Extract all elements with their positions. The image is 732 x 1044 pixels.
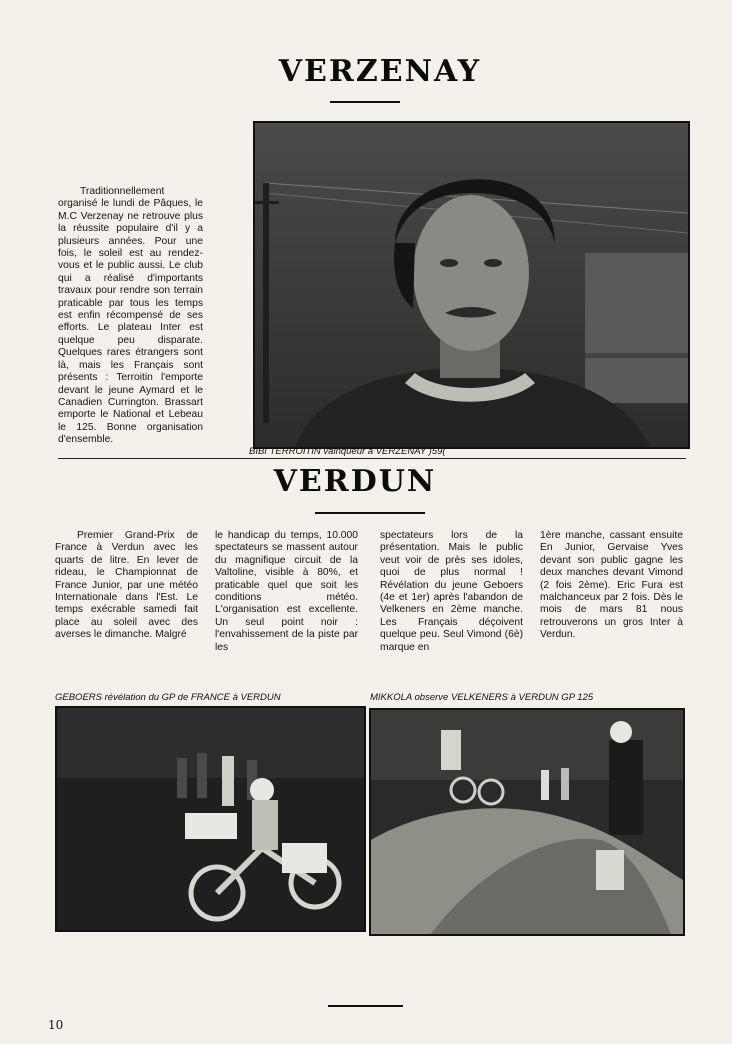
motocross-rider-illustration — [57, 708, 364, 930]
verdun-column-2 — [215, 530, 358, 654]
page-number: 10 — [48, 1018, 64, 1032]
verdun-photo-left-caption: GEBOERS révélation du GP de FRANCE à VERDUN — [55, 692, 281, 703]
verzenay-intro-text — [58, 186, 203, 447]
verdun-column-1 — [55, 530, 198, 642]
verzenay-photo-caption: BIBI TERROITIN vainqueur à VERZENAY )59( — [249, 446, 446, 457]
motocross-jump-illustration — [371, 710, 683, 934]
title-underline — [330, 101, 400, 103]
verdun-column-4 — [540, 530, 683, 642]
section-divider — [58, 458, 686, 459]
verzenay-photo — [253, 121, 690, 449]
section-title-verzenay: VERZENAY — [278, 54, 482, 89]
footer-rule — [328, 1005, 403, 1007]
column-text: Premier Grand-Prix de France à Verdun avec les quarts de litre. En lever de rideau, le Championnat de France Junior, par une météo Internationale dans l'Est. Le temps exécrable samedi fait place au soleil avec des averses le dimanche. Malgré — [55, 530, 198, 641]
section-title-verdun: VERDUN — [273, 464, 437, 499]
verdun-photo-right — [369, 708, 685, 936]
verdun-photo-left — [55, 706, 366, 932]
column-text: 1ère manche, cassant ensuite En Junior, Gervaise Yves devant son public gagne les deux manches devant Vimond (2 fois 2ème). Eric Fura est malchanceux par 2 fois. Dès le mois de mars 81 nous retrouverons un gros Inter à Verdun. — [540, 530, 683, 641]
verzenay-intro-paragraph: Traditionnellement organisé le lundi de Pâques, le M.C Verzenay ne retrouve plus la réussite populaire d'il y a plusieurs années. Pour une fois, le soleil est au rendez-vous et le public aussi. Le club qui a réalisé d'importants travaux pour rendre son terrain praticable par tous les temps est enfin récompensé de ses efforts. Le plateau Inter est quelque peu disparate. Quelques rares étrangers sont là, mais les Français sont présents : Terroitin l'emporte devant le jeune Aymard et le Canadien Currington. Brassart emporte le National et Lebeau le 125. Bonne organisation d'ensemble. — [58, 186, 203, 446]
verdun-column-3 — [380, 530, 523, 654]
column-text: le handicap du temps, 10.000 spectateurs se massent autour du magnifique circuit de la Valtoline, visible à 80%, et praticable quel que soit les conditions météo. L'organisation est excellente. Un seul point noir : l'envahissement de la piste par les — [215, 530, 358, 653]
column-text: spectateurs lors de la présentation. Mais le public veut voir de près ses idoles, quoi de plus normal ! Révélation du jeune Geboers (4e et 1er) après l'abandon de Velkeners en 2ème manche. Les Français déçoivent quelque peu. Seul Vimond (6è) marque en — [380, 530, 523, 653]
rider-portrait-illustration — [255, 123, 688, 447]
title-underline — [315, 512, 425, 514]
verdun-photo-right-caption: MIKKOLA observe VELKENERS à VERDUN GP 125 — [370, 692, 594, 703]
